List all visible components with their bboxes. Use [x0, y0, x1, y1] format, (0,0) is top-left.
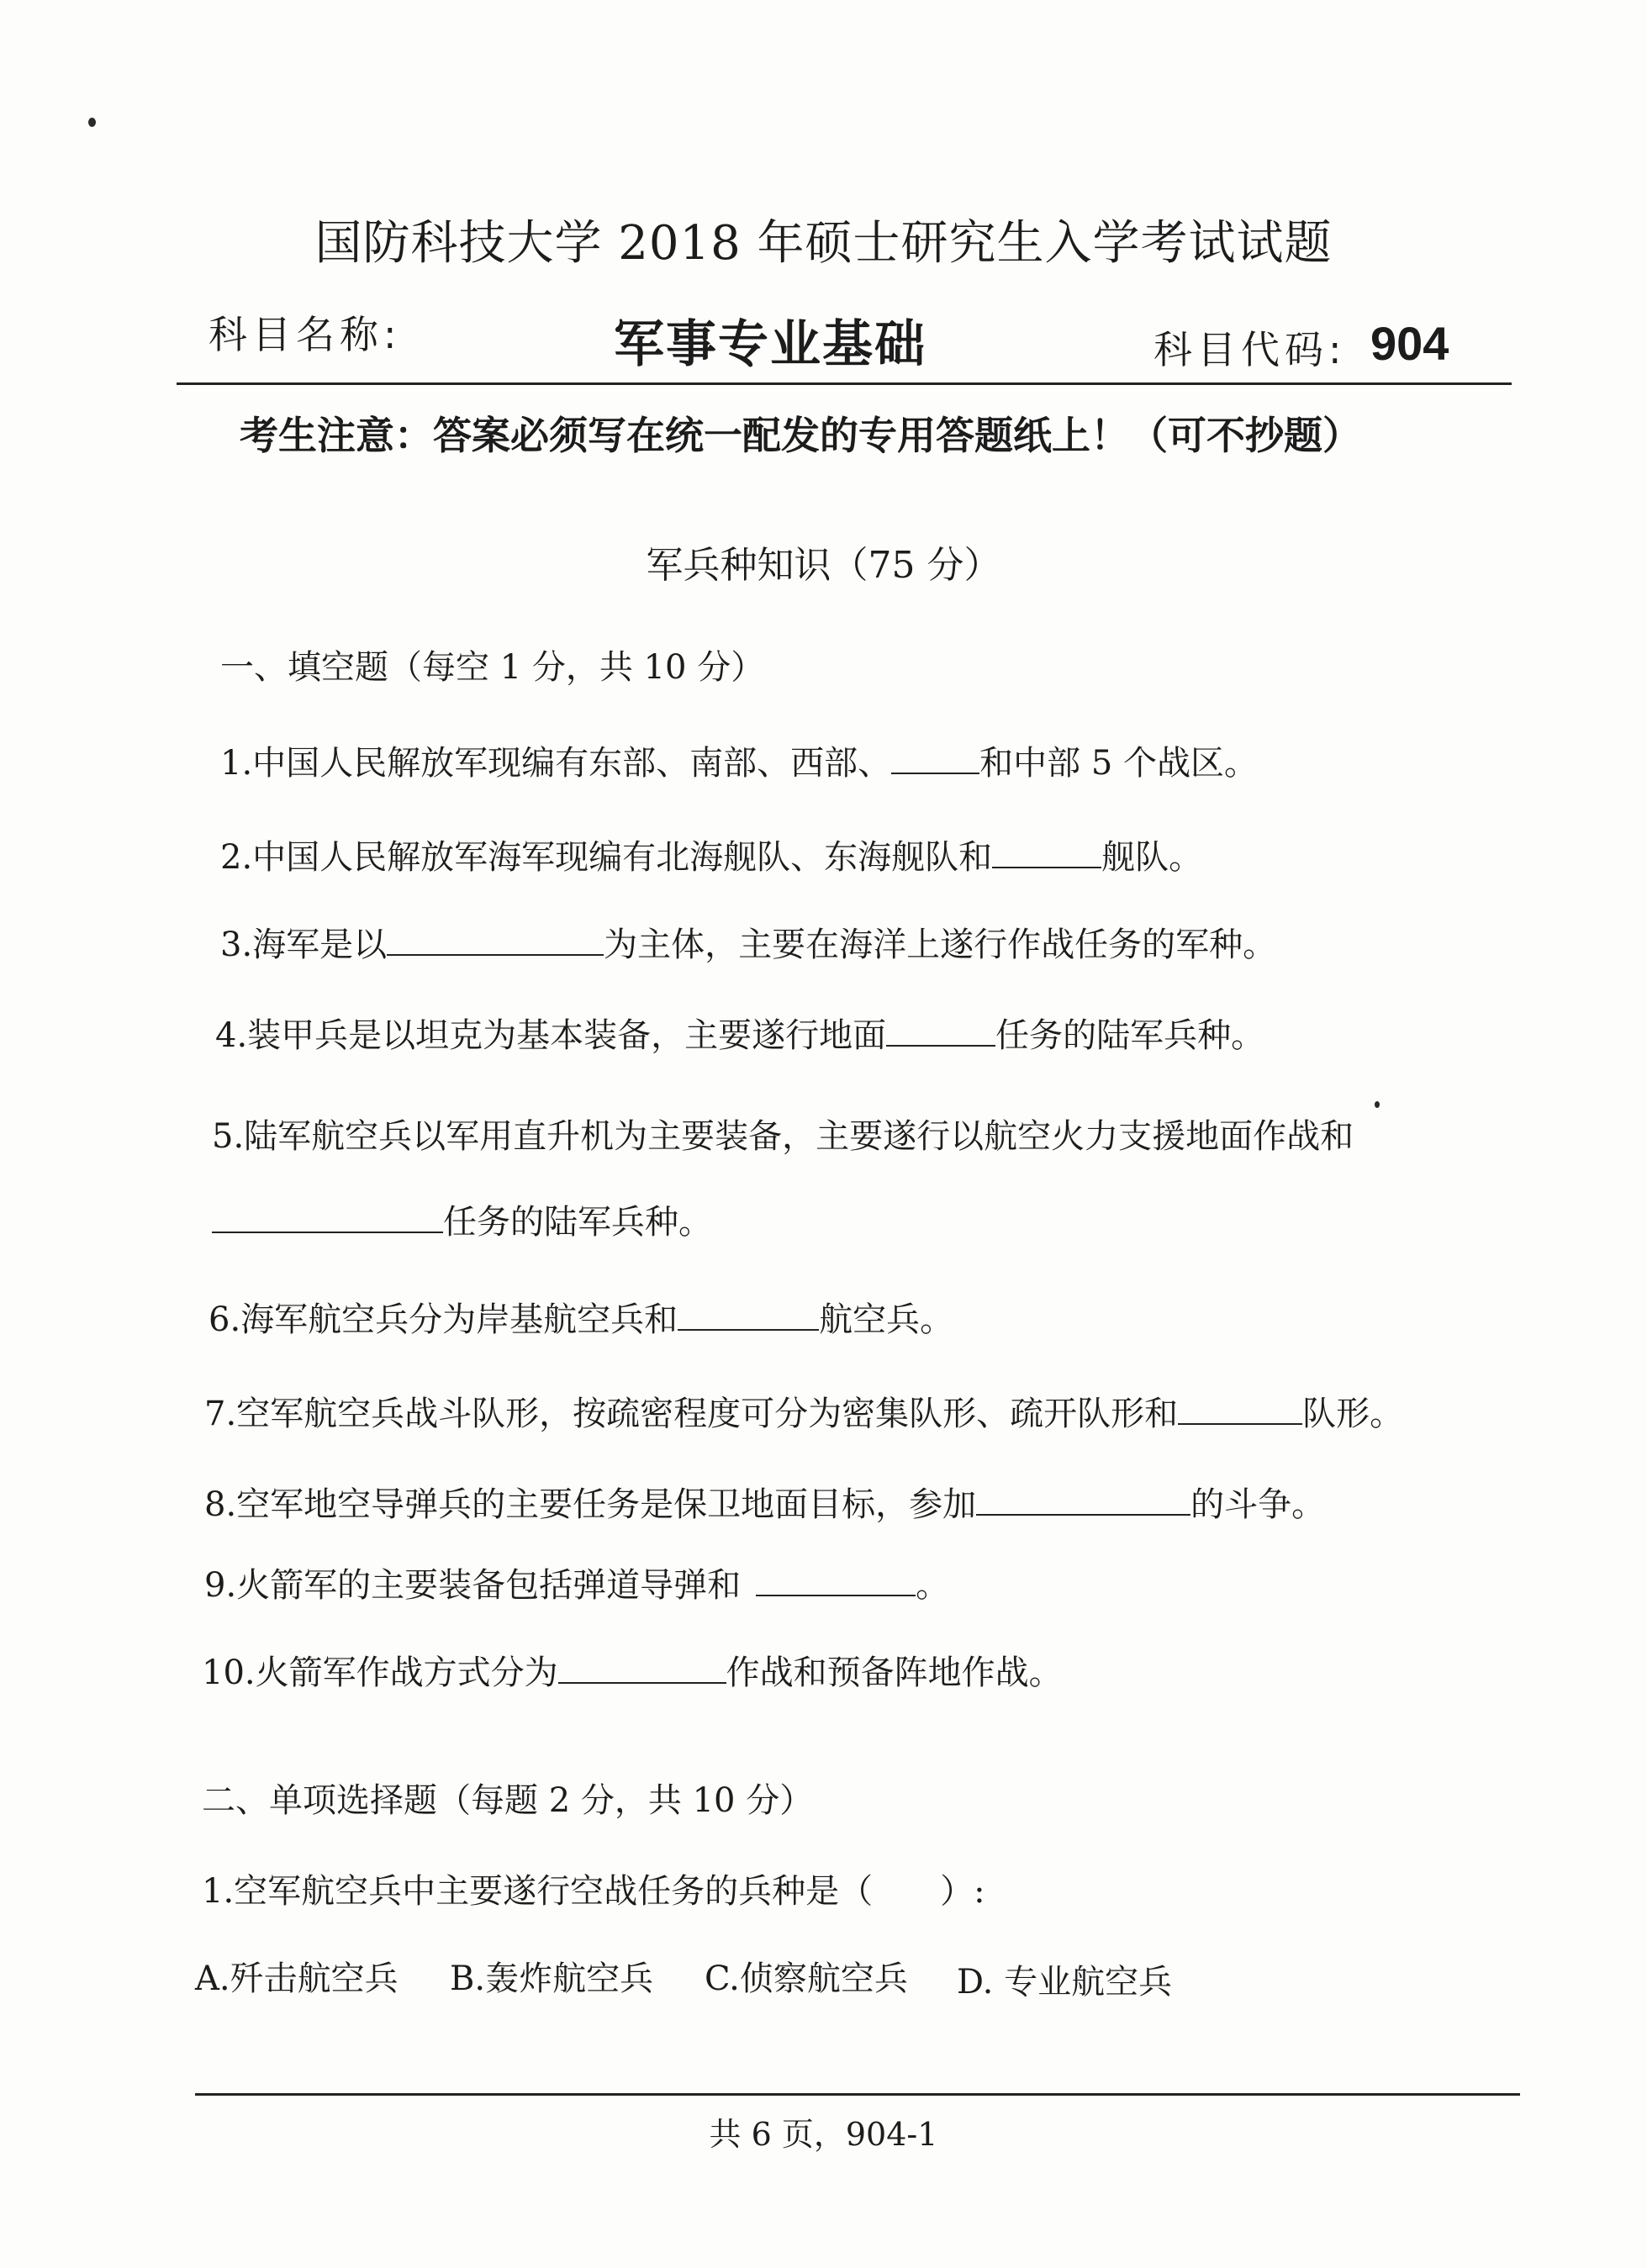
question-text: 2.中国人民解放军海军现编有北海舰队、东海舰队和 — [220, 838, 993, 877]
subject-label: 科目名称: — [209, 312, 402, 357]
question-2 — [220, 831, 1202, 878]
answer-blank — [212, 1201, 443, 1233]
question-text: 任务的陆军兵种。 — [995, 1016, 1265, 1055]
part2-heading: 二、单项选择题（每题 2 分，共 10 分） — [202, 1781, 814, 1820]
question-1 — [220, 736, 1258, 784]
part1-heading: 一、填空题（每空 1 分，共 10 分） — [220, 648, 765, 687]
answer-blank — [886, 1015, 995, 1047]
question-8 — [204, 1478, 1325, 1526]
exam-title: 国防科技大学 2018 年硕士研究生入学考试试题 — [314, 216, 1333, 271]
question-text: 9.火箭军的主要装备包括弹道导弹和 — [204, 1566, 742, 1605]
footer-divider — [195, 2093, 1520, 2096]
option-b: B.轰炸航空兵 — [450, 1959, 654, 1998]
speck — [88, 118, 96, 127]
answer-blank — [558, 1652, 726, 1684]
question-10 — [202, 1646, 1063, 1694]
question-6 — [209, 1293, 953, 1341]
question-text: 为主体，主要在海洋上遂行作战任务的军种。 — [604, 926, 1277, 964]
question-text: 的斗争。 — [1190, 1485, 1326, 1524]
option-d: D. 专业航空兵 — [957, 1963, 1173, 2002]
answer-blank — [387, 924, 604, 956]
question-text: 1.中国人民解放军现编有东部、南部、西部、 — [220, 744, 892, 783]
answer-blank — [976, 1484, 1190, 1516]
question-text: 6.海军航空兵分为岸基航空兵和 — [209, 1300, 678, 1339]
question-text: 队形。 — [1302, 1395, 1404, 1433]
answer-blank — [1178, 1393, 1302, 1425]
question-text: 3.海军是以 — [220, 926, 388, 964]
subject-name: 军事专业基础 — [614, 315, 926, 374]
question-text: 作战和预备阵地作战。 — [726, 1654, 1063, 1692]
question-9 — [204, 1559, 949, 1606]
question-3 — [220, 918, 1276, 966]
answer-blank — [992, 836, 1101, 868]
subject-code-label: 科目代码: — [1153, 327, 1347, 372]
question-text: 任务的陆军兵种。 — [443, 1203, 712, 1242]
question-text: 航空兵。 — [819, 1300, 954, 1339]
candidate-notice: 考生注意：答案必须写在统一配发的专用答题纸上！（可不抄题） — [240, 413, 1361, 458]
speck — [1375, 1101, 1380, 1108]
answer-blank — [756, 1564, 916, 1596]
answer-blank — [678, 1299, 819, 1331]
subject-code: 904 — [1370, 317, 1449, 370]
question-text: 10.火箭军作战方式分为 — [202, 1654, 558, 1692]
question-text: 5.陆军航空兵以军用直升机为主要装备，主要遂行以航空火力支援地面作战和 — [212, 1117, 1354, 1156]
question-text: 。 — [916, 1566, 950, 1605]
section-title: 军兵种知识（75 分） — [646, 544, 1001, 587]
option-a: A.歼击航空兵 — [195, 1959, 399, 1998]
header-divider — [177, 382, 1512, 385]
answer-blank — [891, 742, 979, 774]
question-text: 8.空军地空导弹兵的主要任务是保卫地面目标，参加 — [204, 1485, 977, 1524]
question-7 — [204, 1387, 1403, 1435]
question-5-continued — [212, 1195, 712, 1243]
question-text: 4.装甲兵是以坦克为基本装备，主要遂行地面 — [215, 1016, 887, 1055]
choice-question-1: 1.空军航空兵中主要遂行空战任务的兵种是（ ）: — [202, 1872, 985, 1911]
question-text: 和中部 5 个战区。 — [979, 744, 1259, 783]
question-4 — [215, 1009, 1264, 1057]
question-text: 舰队。 — [1101, 838, 1203, 877]
option-c: C.侦察航空兵 — [705, 1959, 908, 1998]
question-text: 7.空军航空兵战斗队形，按疏密程度可分为密集队形、疏开队形和 — [204, 1395, 1179, 1433]
page-footer: 共 6 页，904-1 — [709, 2116, 938, 2153]
question-5 — [212, 1110, 1354, 1158]
